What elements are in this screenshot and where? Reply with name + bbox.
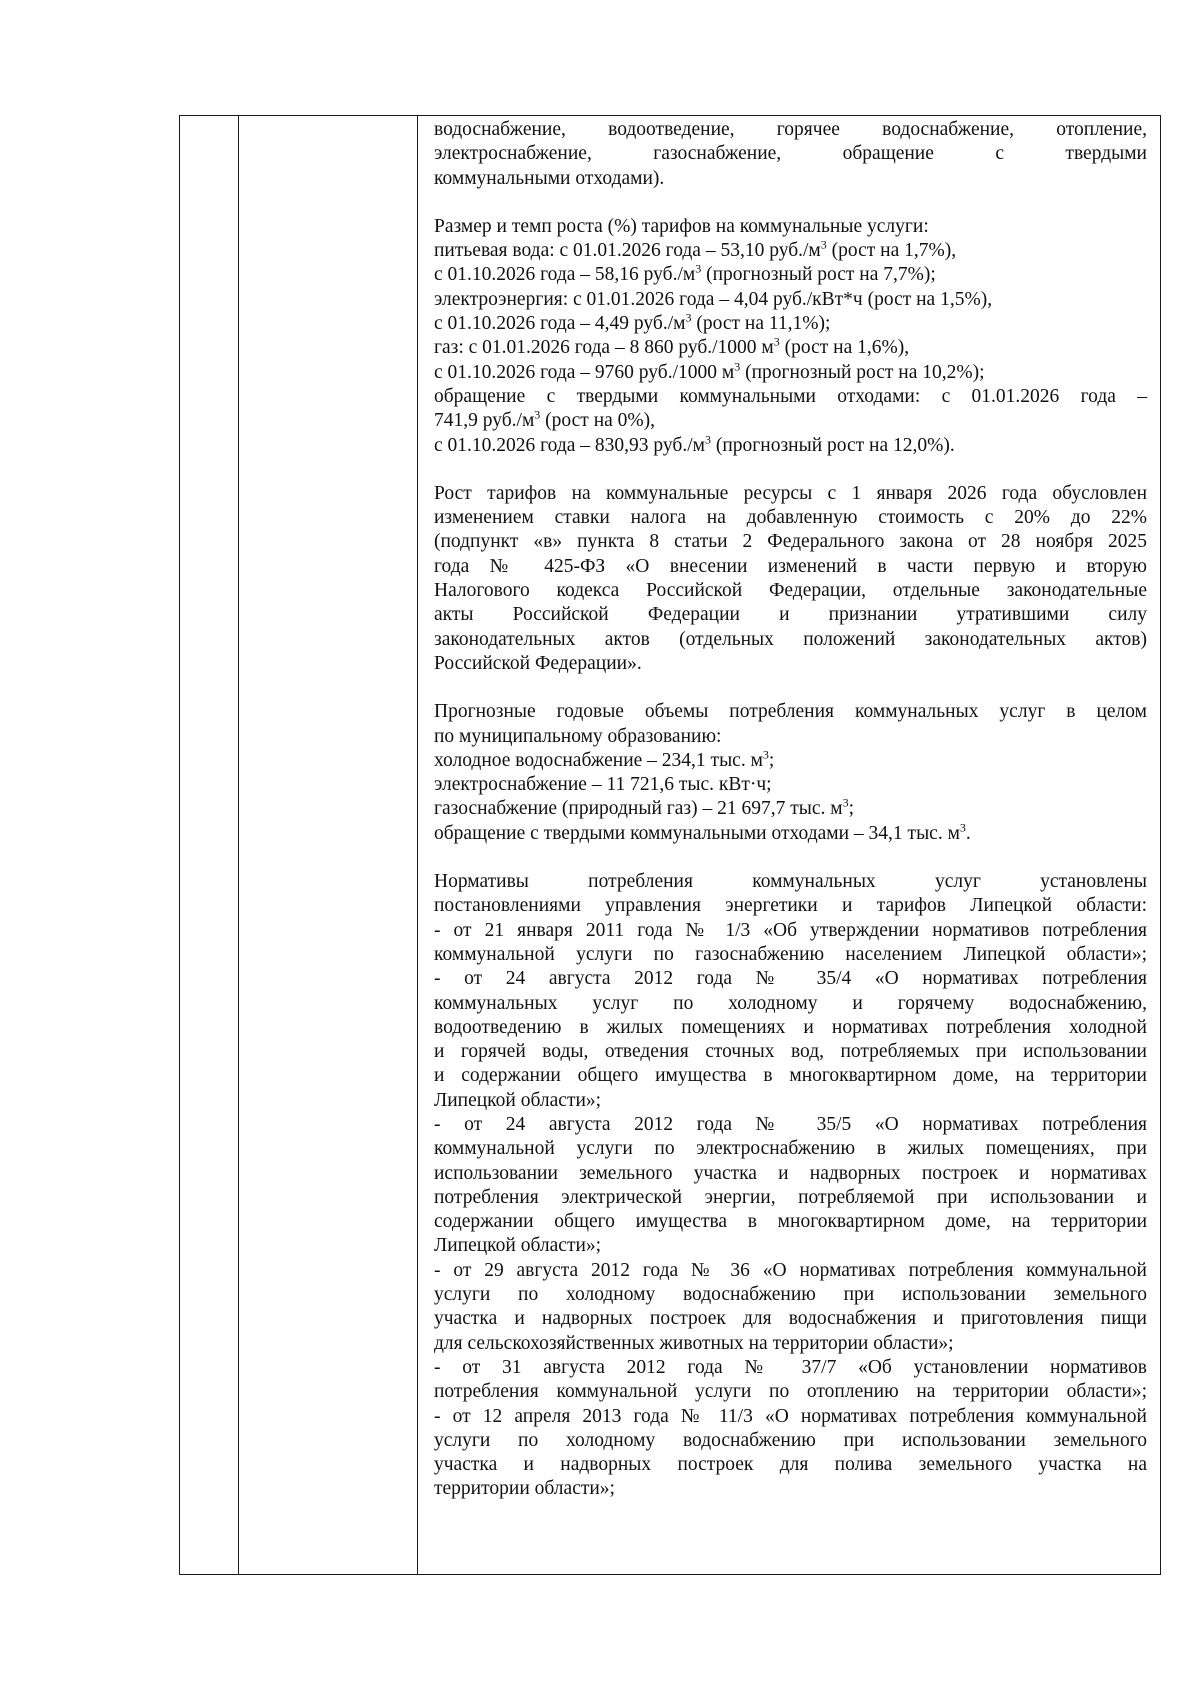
text-line <box>434 1332 1147 1356</box>
table-column-divider-1 <box>238 116 239 1574</box>
line-text: акты Российской Федерации и признании утратившими силу <box>434 604 1147 626</box>
line-text: 741,9 руб./м <box>434 410 535 432</box>
text-line <box>434 919 1147 943</box>
superscript: 3 <box>734 359 741 374</box>
line-text-tail: . <box>965 822 971 844</box>
line-text: - от 31 августа 2012 года № 37/7 «Об установлении нормативов <box>434 1356 1147 1378</box>
line-text: Размер и темп роста (%) тарифов на коммунальные услуги: <box>434 215 929 237</box>
line-text: изменением ставки налога на добавленную стоимость с 20% до 22% <box>434 507 1147 529</box>
line-text: для сельскохозяйственных животных на территории области»; <box>434 1332 954 1354</box>
text-line <box>434 603 1147 627</box>
line-text: коммунальными отходами). <box>434 167 665 189</box>
line-text: потребления электрической энергии, потребляемой при использовании и <box>434 1186 1147 1208</box>
superscript: 3 <box>842 795 849 810</box>
text-line <box>434 555 1147 579</box>
text-line <box>434 870 1147 894</box>
line-text: участка и надворных построек для полива земельного участка на <box>434 1454 1147 1476</box>
text-line <box>434 142 1147 166</box>
text-line <box>434 700 1147 724</box>
text-line <box>434 894 1147 918</box>
line-text: услуги по холодному водоснабжению при использовании земельного <box>434 1429 1147 1451</box>
text-line <box>434 1453 1147 1477</box>
line-text: холодное водоснабжение – 234,1 тыс. м <box>434 749 763 771</box>
line-text: - от 24 августа 2012 года № 35/4 «О нормативах потребления <box>434 968 1147 990</box>
text-line <box>434 1405 1147 1429</box>
line-text: Налогового кодекса Российской Федерации, отдельные законодательные <box>434 580 1147 602</box>
line-text: Прогнозные годовые объемы потребления коммунальных услуг в целом <box>434 701 1147 723</box>
line-text: водоснабжение, водоотведение, горячее водоснабжение, отопление, <box>434 119 1147 140</box>
text-line <box>434 579 1147 603</box>
line-text-tail: (прогнозный рост на 10,2%); <box>740 361 985 383</box>
line-text: - от 12 апреля 2013 года № 11/3 «О нормативах потребления коммунальной <box>434 1405 1147 1427</box>
line-text-tail: (рост на 0%), <box>540 410 656 432</box>
line-text: года № 425-ФЗ «О внесении изменений в части первую и вторую <box>434 555 1147 577</box>
tariffs-paragraph <box>434 215 1147 458</box>
volumes-paragraph <box>434 700 1147 846</box>
line-text: - от 24 августа 2012 года № 35/5 «О нормативах потребления <box>434 1113 1147 1135</box>
text-line <box>434 1477 1147 1501</box>
vat-reason-paragraph <box>434 482 1147 676</box>
text-line <box>434 725 1147 749</box>
line-text: - от 29 августа 2012 года № 36 «О нормативах потребления коммунальной <box>434 1259 1147 1281</box>
norms-paragraph <box>434 870 1147 1502</box>
superscript: 3 <box>534 407 541 422</box>
line-text: электроснабжение – 11 721,6 тыс. кВт·ч; <box>434 774 772 796</box>
text-line <box>434 1040 1147 1064</box>
text-line <box>434 118 1147 142</box>
text-line <box>434 992 1147 1016</box>
line-text-tail: (прогнозный рост на 12,0%). <box>710 434 955 456</box>
table-content-cell <box>434 118 1147 1526</box>
text-line <box>434 822 1147 846</box>
superscript: 3 <box>773 334 780 349</box>
text-line <box>434 1283 1147 1307</box>
text-line <box>434 482 1147 506</box>
text-line <box>434 167 1147 191</box>
line-text: коммунальной услуги по электроснабжению в жилых помещениях, при <box>434 1138 1147 1160</box>
text-line <box>434 1016 1147 1040</box>
text-line <box>434 1089 1147 1113</box>
line-text: коммунальной услуги по газоснабжению населением Липецкой области»; <box>434 943 1147 965</box>
text-line <box>434 943 1147 967</box>
line-text: газоснабжение (природный газ) – 21 697,7 тыс. м <box>434 798 843 820</box>
superscript: 3 <box>695 261 702 276</box>
line-text: Липецкой области»; <box>434 1089 602 1111</box>
line-text: и содержании общего имущества в многоквартирном доме, на территории <box>434 1065 1147 1087</box>
line-text: потребления коммунальной услуги по отоплению на территории области»; <box>434 1381 1147 1403</box>
line-text: Липецкой области»; <box>434 1235 602 1257</box>
line-text-tail: ; <box>768 749 775 771</box>
line-text: электроэнергия: с 01.01.2026 года – 4,04 руб./кВт*ч (рост на 1,5%), <box>434 288 993 310</box>
line-text-tail: ; <box>848 798 855 820</box>
line-text-tail: (прогнозный рост на 7,7%); <box>701 264 936 286</box>
text-line <box>434 773 1147 797</box>
line-text: с 01.10.2026 года – 4,49 руб./м <box>434 313 686 335</box>
line-text: Нормативы потребления коммунальных услуг установлены <box>434 871 1147 893</box>
line-text-tail: (рост на 1,6%), <box>779 337 910 359</box>
line-text: коммунальных услуг по холодному и горячему водоснабжению, <box>434 992 1147 1014</box>
line-text: услуги по холодному водоснабжению при использовании земельного <box>434 1284 1147 1306</box>
table-column-divider-2 <box>417 116 418 1574</box>
line-text: обращение с твердыми коммунальными отходами: с 01.01.2026 года – <box>434 385 1147 407</box>
text-line <box>434 506 1147 530</box>
line-text: газ: с 01.01.2026 года – 8 860 руб./1000 м <box>434 337 774 359</box>
line-text: питьевая вода: с 01.01.2026 года – 53,10 руб./м <box>434 240 821 262</box>
text-line <box>434 797 1147 821</box>
line-text: постановлениями управления энергетики и тарифов Липецкой области: <box>434 895 1147 917</box>
line-text: с 01.10.2026 года – 58,16 руб./м <box>434 264 696 286</box>
superscript: 3 <box>959 820 966 835</box>
line-text: электроснабжение, газоснабжение, обращение с твердыми <box>434 143 1147 165</box>
superscript: 3 <box>704 432 711 447</box>
text-line <box>434 385 1147 409</box>
line-text: законодательных актов (отдельных положений законодательных актов) <box>434 628 1147 650</box>
text-line <box>434 1234 1147 1258</box>
text-line <box>434 1137 1147 1161</box>
text-line <box>434 1356 1147 1380</box>
superscript: 3 <box>685 310 692 325</box>
text-line <box>434 530 1147 554</box>
line-text: по муниципальному образованию: <box>434 725 722 747</box>
text-line <box>434 409 1147 433</box>
line-text-tail: (рост на 1,7%), <box>826 240 957 262</box>
superscript: 3 <box>820 237 827 252</box>
line-text: водоотведению в жилых помещениях и нормативах потребления холодной <box>434 1016 1147 1038</box>
line-text: территории области»; <box>434 1478 615 1500</box>
line-text: Российской Федерации». <box>434 652 642 674</box>
text-line <box>434 1162 1147 1186</box>
line-text: (подпункт «в» пункта 8 статьи 2 Федерального закона от 28 ноября 2025 <box>434 531 1147 553</box>
line-text: с 01.10.2026 года – 830,93 руб./м <box>434 434 705 456</box>
line-text: обращение с твердыми коммунальными отходами – 34,1 тыс. м <box>434 822 960 844</box>
text-line <box>434 1429 1147 1453</box>
text-line <box>434 749 1147 773</box>
text-line <box>434 1307 1147 1331</box>
superscript: 3 <box>762 747 769 762</box>
text-line <box>434 1113 1147 1137</box>
line-text: - от 21 января 2011 года № 1/3 «Об утверждении нормативов потребления <box>434 919 1147 941</box>
text-line <box>434 628 1147 652</box>
text-line <box>434 1186 1147 1210</box>
text-line <box>434 215 1147 239</box>
continuation-paragraph <box>434 118 1147 191</box>
text-line <box>434 1064 1147 1088</box>
text-line <box>434 336 1147 360</box>
line-text: использовании земельного участка и надворных построек и нормативах <box>434 1162 1147 1184</box>
text-line <box>434 312 1147 336</box>
line-text: участка и надворных построек для водоснабжения и приготовления пищи <box>434 1308 1147 1330</box>
text-line <box>434 288 1147 312</box>
text-line <box>434 1259 1147 1283</box>
text-line <box>434 1380 1147 1404</box>
line-text: содержании общего имущества в многоквартирном доме, на территории <box>434 1211 1147 1233</box>
line-text: и горячей воды, отведения сточных вод, потребляемых при использовании <box>434 1041 1147 1063</box>
text-line <box>434 434 1147 458</box>
text-line <box>434 967 1147 991</box>
text-line <box>434 1210 1147 1234</box>
text-line <box>434 361 1147 385</box>
text-line <box>434 239 1147 263</box>
line-text: с 01.10.2026 года – 9760 руб./1000 м <box>434 361 735 383</box>
line-text: Рост тарифов на коммунальные ресурсы с 1 января 2026 года обусловлен <box>434 482 1147 504</box>
text-line <box>434 652 1147 676</box>
line-text-tail: (рост на 11,1%); <box>691 313 831 335</box>
text-line <box>434 263 1147 287</box>
